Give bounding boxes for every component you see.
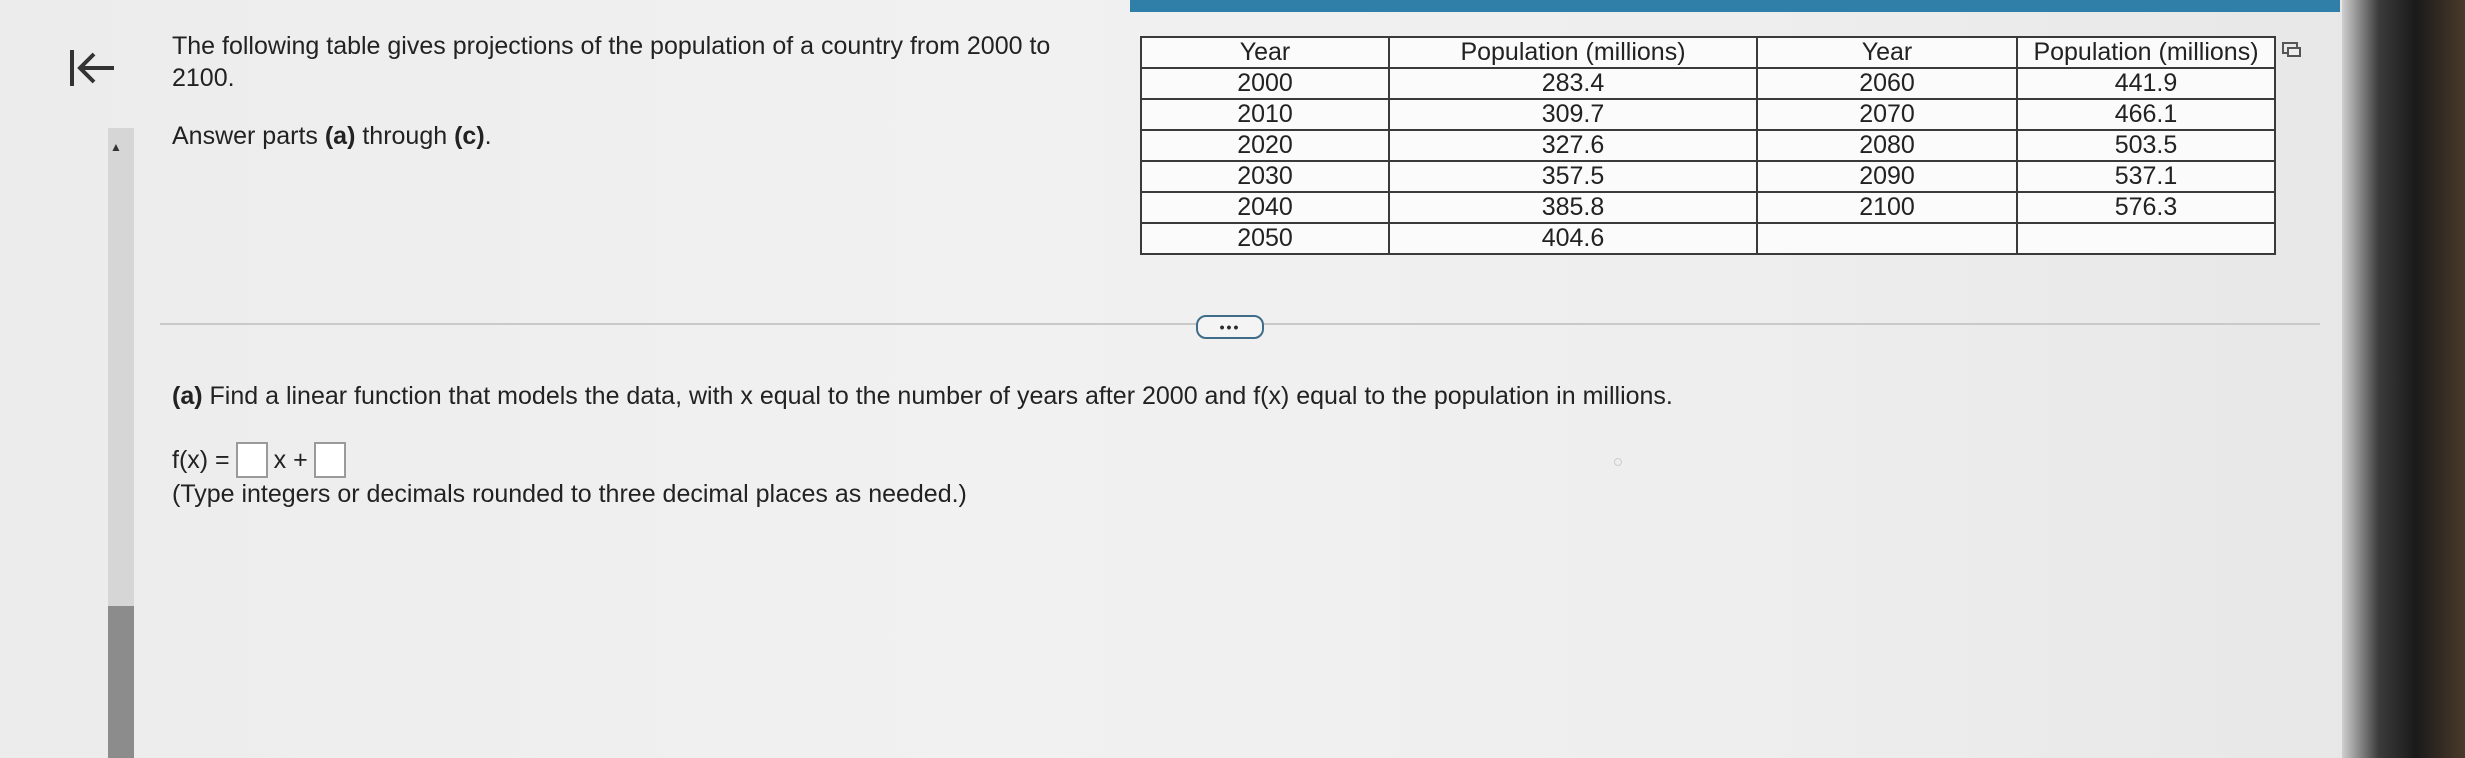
table-row: [1141, 99, 2275, 130]
table-cell: 283.4: [1389, 68, 1757, 99]
table-row: [1141, 130, 2275, 161]
small-dot-icon: [1614, 458, 1622, 466]
intro-line-1: The following table gives projections of the population of a country from 2000 to: [172, 32, 1051, 60]
table-cell: 503.5: [2017, 130, 2275, 161]
population-table: [1140, 36, 2276, 255]
table-cell: 441.9: [2017, 68, 2275, 99]
header-year-2: Year: [1757, 37, 2017, 68]
table-cell: 327.6: [1389, 130, 1757, 161]
table-cell: 2020: [1141, 130, 1389, 161]
table-cell: 537.1: [2017, 161, 2275, 192]
table-cell: 2030: [1141, 161, 1389, 192]
more-button[interactable]: •••: [1196, 315, 1264, 339]
scrollbar-thumb[interactable]: [108, 606, 134, 758]
table-cell: 2070: [1757, 99, 2017, 130]
table-cell: 309.7: [1389, 99, 1757, 130]
intercept-answer-box[interactable]: [314, 442, 346, 478]
formula-row: [172, 442, 346, 478]
table-cell: [1757, 223, 2017, 254]
table-row: [1141, 192, 2275, 223]
table-header-row: [1141, 37, 2275, 68]
table-cell: 2080: [1757, 130, 2017, 161]
top-accent-bar: [1130, 0, 2340, 12]
scroll-up-arrow-icon[interactable]: ▲: [110, 140, 122, 154]
back-button[interactable]: [64, 42, 120, 94]
window-expand-icon[interactable]: [2282, 42, 2302, 58]
table-cell: 466.1: [2017, 99, 2275, 130]
table-cell: 576.3: [2017, 192, 2275, 223]
slope-answer-box[interactable]: [236, 442, 268, 478]
table-cell: 357.5: [1389, 161, 1757, 192]
table-cell: 2090: [1757, 161, 2017, 192]
table-cell: 2050: [1141, 223, 1389, 254]
table-cell: 2010: [1141, 99, 1389, 130]
formula-middle: x +: [273, 445, 308, 474]
formula-prefix: f(x) =: [172, 445, 230, 474]
table-row: [1141, 68, 2275, 99]
question-a: [172, 380, 1673, 412]
answer-prompt: Answer parts (a) through (c).: [172, 122, 492, 150]
table-cell: 2060: [1757, 68, 2017, 99]
answer-hint: (Type integers or decimals rounded to three decimal places as needed.): [172, 480, 967, 508]
table-cell: 404.6: [1389, 223, 1757, 254]
question-a-label: (a): [172, 382, 203, 410]
table-cell: 2040: [1141, 192, 1389, 223]
intro-text: [172, 30, 1102, 152]
table-cell: 2000: [1141, 68, 1389, 99]
header-population-1: Population (millions): [1389, 37, 1757, 68]
table-row: [1141, 161, 2275, 192]
left-scrollbar[interactable]: [108, 128, 134, 758]
table-cell: 2100: [1757, 192, 2017, 223]
question-a-text: Find a linear function that models the data, with x equal to the number of years after 2000 and f(x) equal to the population in millions.: [209, 382, 1673, 410]
header-year-1: Year: [1141, 37, 1389, 68]
screen-edge: [2342, 0, 2465, 758]
intro-line-2: 2100.: [172, 64, 235, 92]
table-cell: 385.8: [1389, 192, 1757, 223]
table-row: [1141, 223, 2275, 254]
arrow-left-to-bar-icon: [68, 46, 116, 90]
table-cell: [2017, 223, 2275, 254]
header-population-2: Population (millions): [2017, 37, 2275, 68]
